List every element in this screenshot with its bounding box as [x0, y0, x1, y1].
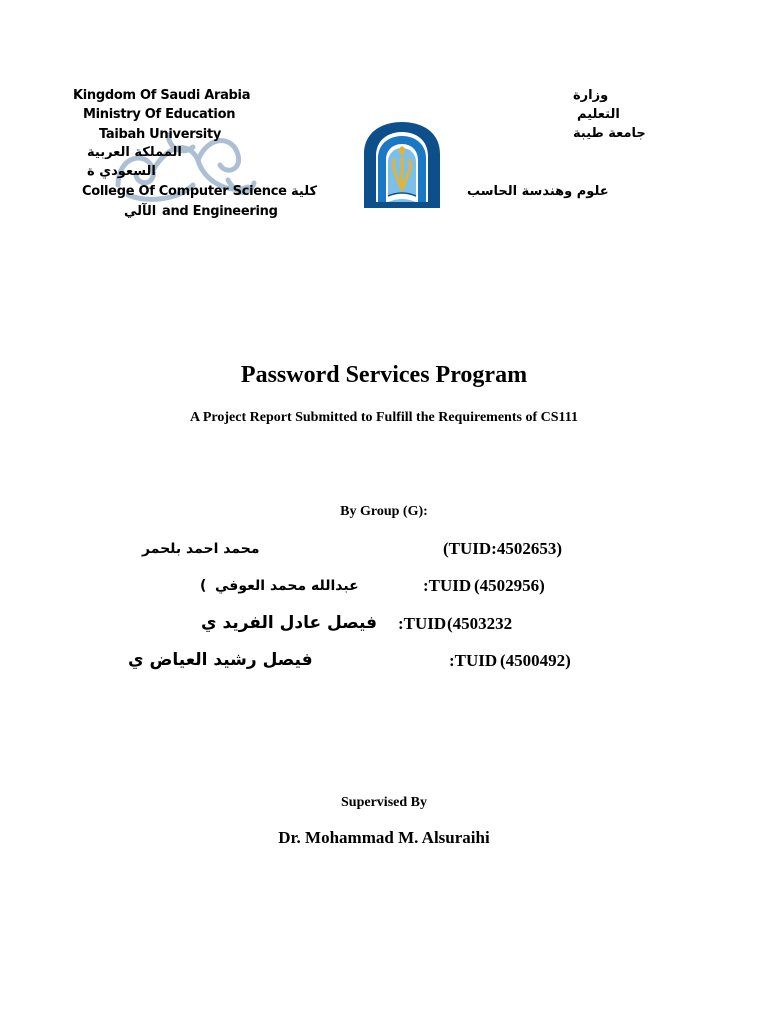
- member-id-prefix: :TUID: [398, 614, 447, 633]
- header-ministry-arabic-2: التعليم: [577, 107, 620, 122]
- header-college-arabic-right: علوم وهندسة الحاسب: [467, 184, 609, 199]
- header-country: Kingdom Of Saudi Arabia: [73, 88, 251, 103]
- header-university-arabic: جامعة طيبة: [573, 126, 646, 141]
- member-id: (4503232: [447, 614, 513, 633]
- supervised-by-label: Supervised By: [341, 795, 427, 810]
- header-ministry: Ministry Of Education: [83, 107, 236, 122]
- member-id: (4500492): [500, 651, 571, 670]
- header-college-arabic: كلية: [291, 184, 318, 199]
- group-label: By Group (G):: [340, 504, 428, 519]
- member-name: عبدالله محمد العوفي: [215, 578, 359, 594]
- taibah-university-logo-icon: [358, 120, 446, 210]
- member-id: (4502956): [474, 576, 545, 595]
- header-engineering: and Engineering: [162, 204, 278, 219]
- member-name: فيصل عادل الفريد ي: [201, 613, 378, 633]
- member-name: فيصل رشيد العياض ي: [128, 650, 313, 670]
- member-name: محمد احمد بلحمر: [142, 541, 260, 557]
- header-engineering-arabic: الآلي: [124, 204, 157, 219]
- member-paren: (: [200, 578, 207, 594]
- member-id-prefix: :TUID: [449, 651, 498, 670]
- member-id: (TUID:4502653): [443, 539, 562, 558]
- member-id-prefix: :TUID: [423, 576, 472, 595]
- header-ministry-arabic-1: وزارة: [573, 88, 609, 103]
- header-country-arabic-2: السعودي ة: [87, 164, 156, 179]
- supervisor-name: Dr. Mohammad M. Alsuraihi: [278, 828, 490, 847]
- header-country-arabic-1: المملكة العربية: [87, 145, 182, 160]
- page-title: Password Services Program: [240, 362, 528, 388]
- header-university: Taibah University: [99, 127, 222, 142]
- page-subtitle: A Project Report Submitted to Fulfill the Requirements of CS111: [190, 410, 578, 425]
- header-college: College Of Computer Science: [82, 184, 287, 199]
